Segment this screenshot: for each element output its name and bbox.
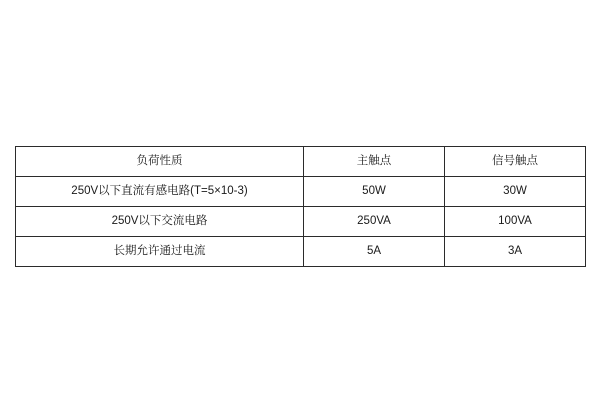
table-cell-load-type: 长期允许通过电流 xyxy=(16,237,304,267)
table-cell-load-type: 250V以下交流电路 xyxy=(16,207,304,237)
table-cell-load-type: 250V以下直流有感电路(T=5×10-3) xyxy=(16,177,304,207)
contact-rating-table xyxy=(15,146,586,267)
table-row xyxy=(16,207,586,237)
table-cell-main-contact: 5A xyxy=(304,237,445,267)
spec-table-wrapper xyxy=(15,146,585,267)
table-header-cell-load-type: 负荷性质 xyxy=(16,147,304,177)
table-cell-signal-contact: 100VA xyxy=(445,207,586,237)
table-row xyxy=(16,237,586,267)
table-header-cell-main-contact: 主触点 xyxy=(304,147,445,177)
table-cell-main-contact: 250VA xyxy=(304,207,445,237)
table-cell-main-contact: 50W xyxy=(304,177,445,207)
table-header-cell-signal-contact: 信号触点 xyxy=(445,147,586,177)
table-header-row xyxy=(16,147,586,177)
table-cell-signal-contact: 30W xyxy=(445,177,586,207)
table-cell-signal-contact: 3A xyxy=(445,237,586,267)
table-row xyxy=(16,177,586,207)
